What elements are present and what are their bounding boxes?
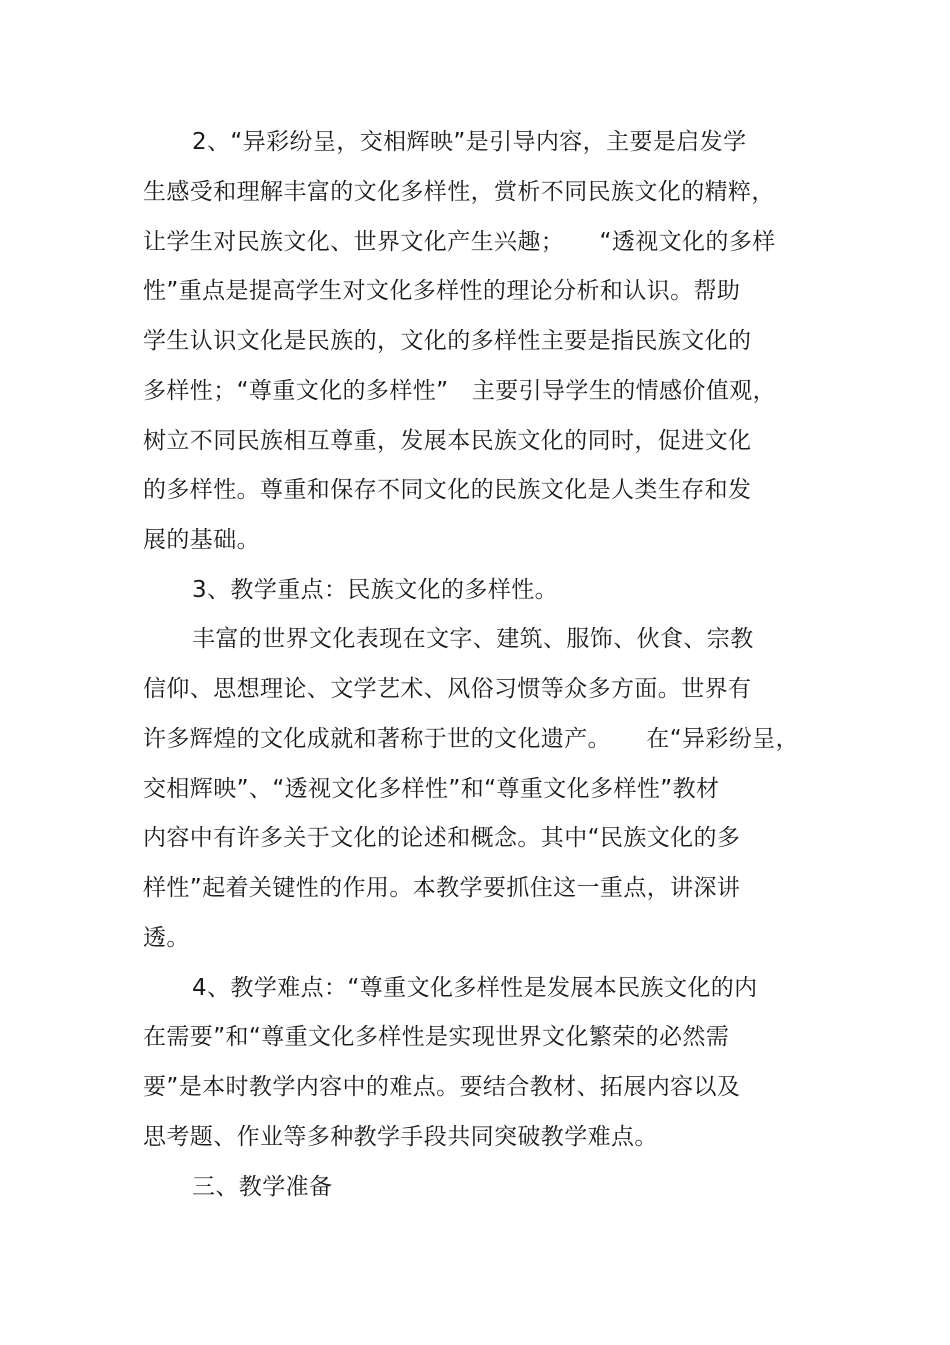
paragraph-focus-line-7: 透。 — [143, 925, 190, 951]
paragraph-2-line-1: 2、“异彩纷呈，交相辉映”是引导内容，主要是启发学 — [192, 129, 747, 155]
paragraph-difficulty-line-4: 思考题、作业等多种教学手段共同突破教学难点。 — [143, 1124, 658, 1150]
paragraph-2-line-8: 的多样性。尊重和保存不同文化的民族文化是人类生存和发 — [143, 477, 752, 503]
paragraph-focus-line-1: 丰富的世界文化表现在文字、建筑、服饰、伙食、宗教 — [192, 626, 754, 652]
paragraph-focus-line-6: 样性”起着关键性的作用。本教学要抓住这一重点，讲深讲 — [143, 875, 741, 901]
paragraph-difficulty-line-3: 要”是本时教学内容中的难点。要结合教材、拓展内容以及 — [143, 1074, 741, 1100]
section-heading-teaching-preparation: 三、教学准备 — [192, 1174, 333, 1200]
paragraph-2-line-6: 多样性；“尊重文化的多样性” 主要引导学生的情感价值观， — [143, 378, 777, 404]
paragraph-2-line-3: 让学生对民族文化、世界文化产生兴趣； “透视文化的多样 — [143, 229, 776, 255]
heading-teaching-focus: 3、教学重点：民族文化的多样性。 — [192, 577, 559, 603]
paragraph-2-line-5: 学生认识文化是民族的，文化的多样性主要是指民族文化的 — [143, 328, 752, 354]
paragraph-2-line-7: 树立不同民族相互尊重，发展本民族文化的同时，促进文化 — [143, 428, 752, 454]
paragraph-focus-line-4: 交相辉映”、“透视文化多样性”和“尊重文化多样性”教材 — [143, 776, 720, 802]
paragraph-2-line-2: 生感受和理解丰富的文化多样性，赏析不同民族文化的精粹， — [143, 179, 775, 205]
paragraph-2-line-4: 性”重点是提高学生对文化多样性的理论分析和认识。帮助 — [143, 278, 741, 304]
paragraph-2-line-9: 展的基础。 — [143, 527, 260, 553]
paragraph-difficulty-line-2: 在需要”和“尊重文化多样性是实现世界文化繁荣的必然需 — [143, 1024, 730, 1050]
paragraph-focus-line-5: 内容中有许多关于文化的论述和概念。其中“民族文化的多 — [143, 825, 741, 851]
paragraph-focus-line-2: 信仰、思想理论、文学艺术、风俗习惯等众多方面。世界有 — [143, 676, 752, 702]
paragraph-focus-line-3: 许多辉煌的文化成就和著称于世的文化遗产。 在“异彩纷呈， — [143, 726, 800, 752]
paragraph-difficulty-line-1: 4、教学难点：“尊重文化多样性是发展本民族文化的内 — [192, 975, 758, 1001]
